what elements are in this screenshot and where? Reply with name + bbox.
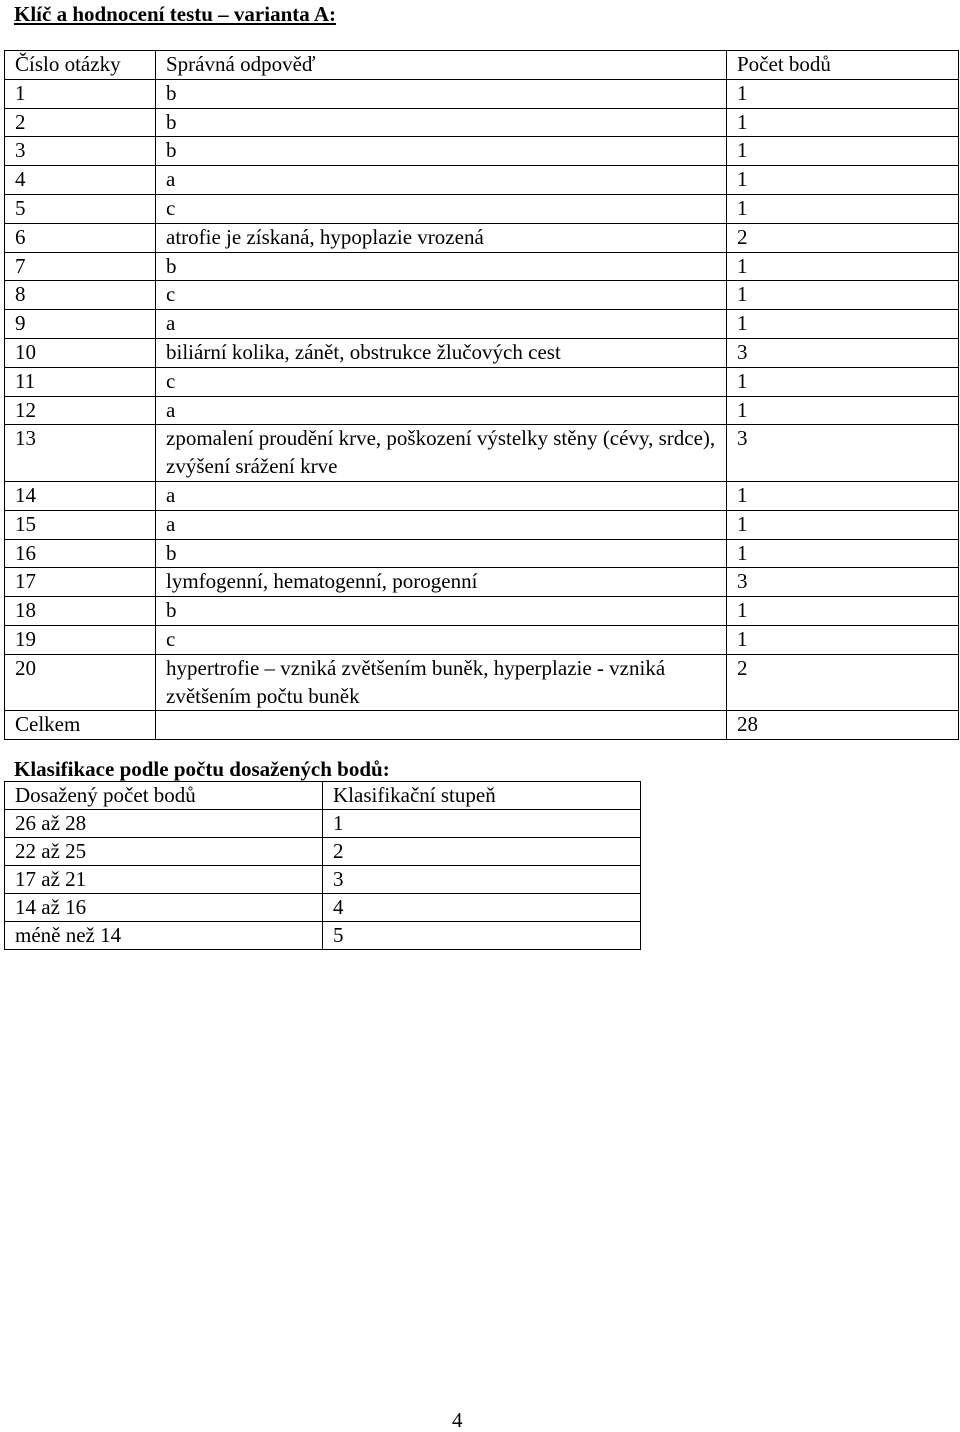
column-header-question: Číslo otázky [5,51,156,80]
column-header-points-achieved: Dosažený počet bodů [5,782,323,810]
answer-cell: a [156,310,727,339]
question-number-cell: 3 [5,137,156,166]
table-row [5,310,959,339]
table-row [5,338,959,367]
table-row [5,425,959,482]
points-range-cell: 22 až 25 [5,838,323,866]
question-number-cell: 16 [5,539,156,568]
answer-cell: c [156,625,727,654]
answer-cell: b [156,79,727,108]
classification-table [4,781,641,950]
classification-heading: Klasifikace podle počtu dosažených bodů: [14,757,390,781]
column-header-answer: Správná odpověď [156,51,727,80]
points-range-cell: 17 až 21 [5,866,323,894]
points-cell: 1 [727,367,959,396]
points-cell: 1 [727,539,959,568]
answer-cell: a [156,481,727,510]
grade-cell: 2 [323,838,641,866]
table-row [5,367,959,396]
question-number-cell: 9 [5,310,156,339]
points-range-cell: 26 až 28 [5,810,323,838]
answer-cell: b [156,108,727,137]
table-row [5,223,959,252]
question-number-cell: 1 [5,79,156,108]
points-cell: 1 [727,166,959,195]
points-cell: 1 [727,481,959,510]
question-number-cell: 11 [5,367,156,396]
question-number-cell: 10 [5,338,156,367]
table-row [5,625,959,654]
points-cell: 2 [727,654,959,711]
answer-cell: c [156,194,727,223]
points-cell: 1 [727,194,959,223]
points-cell: 3 [727,568,959,597]
question-number-cell: 13 [5,425,156,482]
question-number-cell: 20 [5,654,156,711]
answer-cell: a [156,510,727,539]
points-cell: 1 [727,137,959,166]
answer-cell: b [156,252,727,281]
total-row [5,711,959,740]
answer-cell: b [156,597,727,626]
table-header-row [5,51,959,80]
points-range-cell: méně než 14 [5,922,323,950]
points-range-cell: 14 až 16 [5,894,323,922]
answer-key-table [4,50,959,740]
points-cell: 1 [727,252,959,281]
answer-cell: a [156,396,727,425]
table-row [5,866,641,894]
question-number-cell: 12 [5,396,156,425]
column-header-grade: Klasifikační stupeň [323,782,641,810]
table-row [5,922,641,950]
question-number-cell: 14 [5,481,156,510]
points-cell: 1 [727,79,959,108]
table-row [5,108,959,137]
grade-cell: 4 [323,894,641,922]
table-row [5,568,959,597]
table-row [5,481,959,510]
total-empty-cell [156,711,727,740]
answer-cell: atrofie je získaná, hypoplazie vrozená [156,223,727,252]
question-number-cell: 5 [5,194,156,223]
table-row [5,597,959,626]
question-number-cell: 8 [5,281,156,310]
answer-cell: biliární kolika, zánět, obstrukce žlučových cest [156,338,727,367]
table-row [5,539,959,568]
table-row [5,252,959,281]
answer-cell: hypertrofie – vzniká zvětšením buněk, hyperplazie - vzniká zvětšením počtu buněk [156,654,727,711]
total-value: 28 [727,711,959,740]
table-row [5,510,959,539]
table-row [5,810,641,838]
question-number-cell: 4 [5,166,156,195]
answer-cell: lymfogenní, hematogenní, porogenní [156,568,727,597]
question-number-cell: 6 [5,223,156,252]
points-cell: 1 [727,108,959,137]
points-cell: 1 [727,625,959,654]
table-row [5,654,959,711]
answer-cell: c [156,281,727,310]
points-cell: 1 [727,396,959,425]
table-row [5,137,959,166]
table-row [5,838,641,866]
page-number: 4 [452,1408,463,1432]
points-cell: 1 [727,510,959,539]
grade-cell: 3 [323,866,641,894]
question-number-cell: 17 [5,568,156,597]
points-cell: 1 [727,597,959,626]
table-row [5,396,959,425]
table-row [5,194,959,223]
answer-cell: c [156,367,727,396]
points-cell: 3 [727,425,959,482]
points-cell: 1 [727,310,959,339]
total-label: Celkem [5,711,156,740]
grade-cell: 1 [323,810,641,838]
question-number-cell: 19 [5,625,156,654]
table-row [5,79,959,108]
column-header-points: Počet bodů [727,51,959,80]
grade-cell: 5 [323,922,641,950]
points-cell: 2 [727,223,959,252]
points-cell: 3 [727,338,959,367]
points-cell: 1 [727,281,959,310]
answer-cell: b [156,137,727,166]
page-title: Klíč a hodnocení testu – varianta A: [14,2,337,26]
answer-cell: zpomalení proudění krve, poškození výstelky stěny (cévy, srdce), zvýšení srážení krve [156,425,727,482]
answer-cell: b [156,539,727,568]
table-row [5,166,959,195]
answer-cell: a [156,166,727,195]
table-row [5,281,959,310]
question-number-cell: 7 [5,252,156,281]
question-number-cell: 2 [5,108,156,137]
question-number-cell: 18 [5,597,156,626]
table-row [5,894,641,922]
table-header-row [5,782,641,810]
question-number-cell: 15 [5,510,156,539]
